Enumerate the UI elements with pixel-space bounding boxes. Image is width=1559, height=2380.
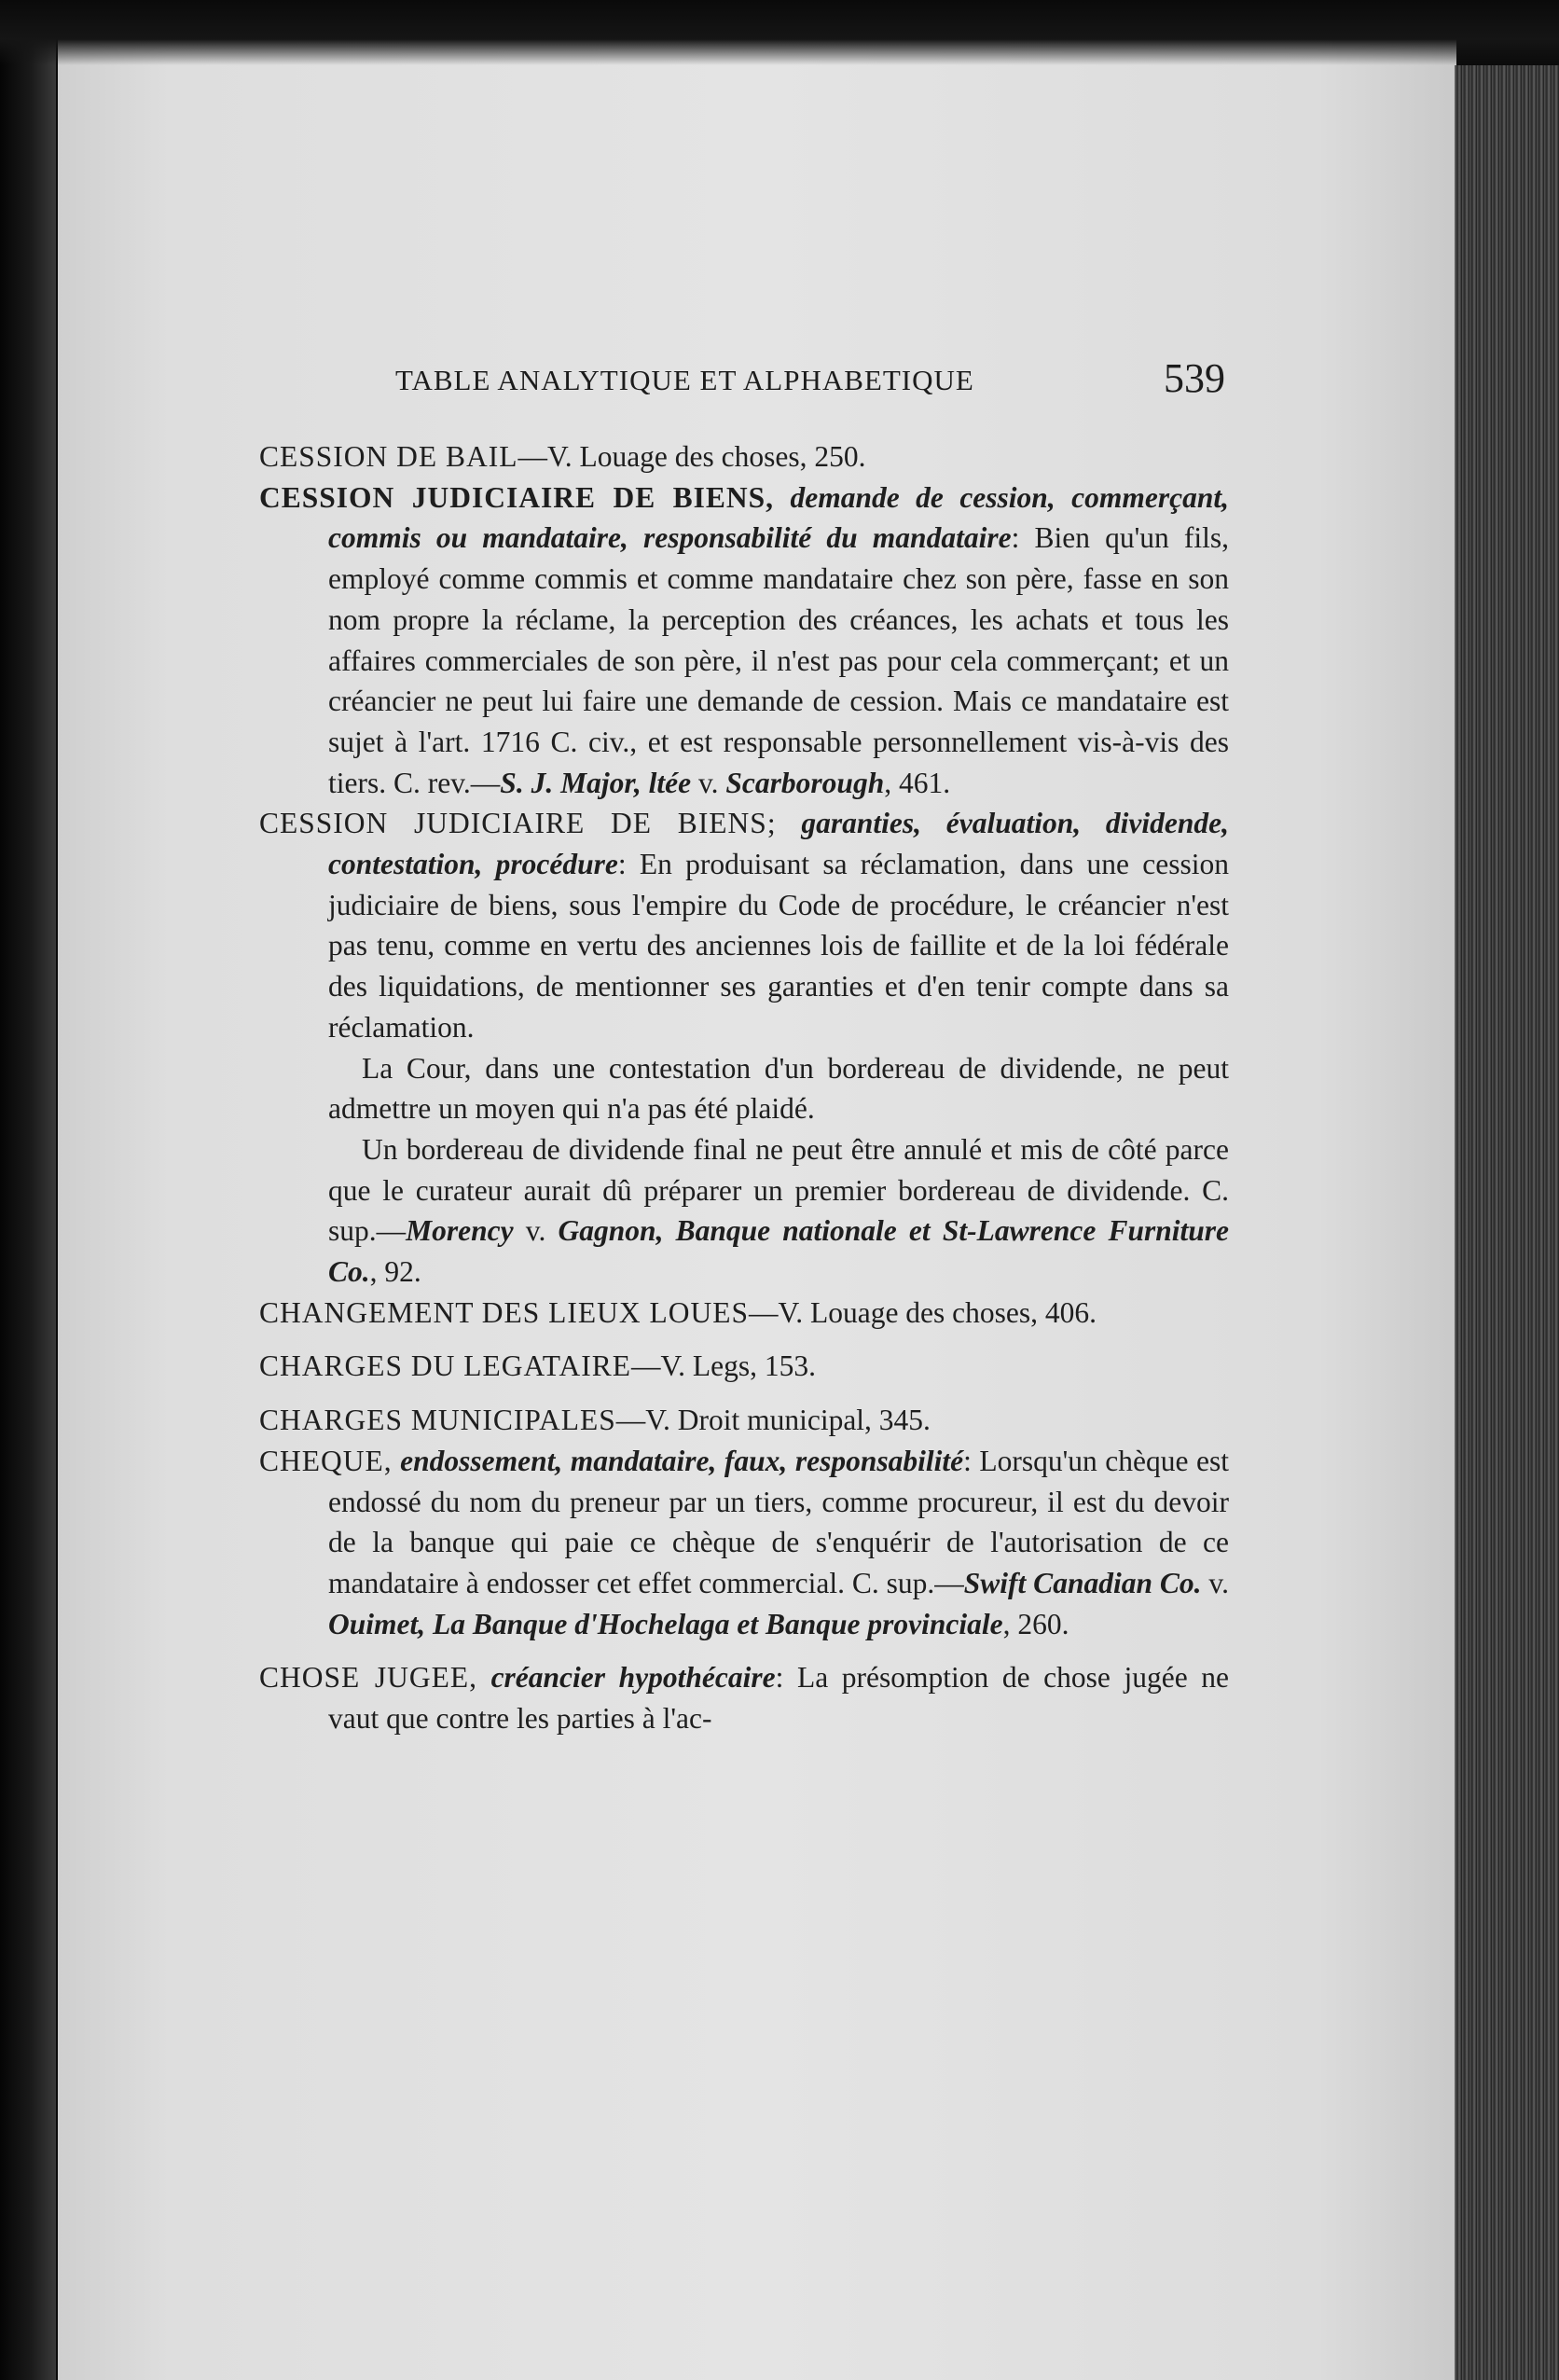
entry-body: Lorsqu'un chèque est endossé du nom du preneur par un tiers, comme procureur, il est du devoir de la banque qui paie ce chèque de s'enquérir de l'autorisation de ce mandataire à endosser cet effet commercial. C. sup.— (328, 1444, 1229, 1599)
case-versus: v. (525, 1214, 546, 1248)
case-party: Scarborough (725, 766, 885, 799)
case-party: S. J. Major, ltée (500, 766, 692, 799)
entry-text: —V. Droit municipal, 345. (615, 1404, 931, 1437)
entry-paragraph-text: Un bordereau de dividende final ne peut être annulé et mis de côté parce que le curateur aurait dû préparer un premier bordereau de dividende. C. sup.— (328, 1132, 1229, 1248)
entry-keywords: demande de cession, commerçant, commis ou mandataire, responsabilité du mandataire (328, 480, 1229, 555)
entry-heading: CESSION DE BAIL (259, 440, 518, 473)
entry-text: —V. Louage des choses, 250. (517, 440, 866, 473)
entry-heading: CHEQUE, (259, 1444, 393, 1477)
entry-keywords: créancier hypothécaire (490, 1661, 776, 1695)
index-entry-cession-judiciaire-1 (259, 477, 1229, 804)
entry-paragraph: La Cour, dans une contestation d'un bordereau de dividende, ne peut admettre un moyen qui n'a pas été plaidé. (328, 1051, 1229, 1126)
entry-body: La présomption de chose jugée ne vaut que contre les parties à l'ac- (328, 1661, 1230, 1736)
page-header (395, 354, 1225, 420)
entry-heading: CESSION JUDICIAIRE DE BIENS, (259, 480, 775, 514)
case-party: Swift Canadian Co. (963, 1566, 1202, 1599)
index-entry-charges-du-legataire (259, 1346, 1229, 1387)
entry-heading: CESSION JUDICIAIRE DE BIENS; (259, 807, 777, 840)
entry-heading: CHANGEMENT DES LIEUX LOUES (259, 1295, 750, 1329)
entry-colon: : (775, 1661, 784, 1695)
entry-heading: CHARGES MUNICIPALES (259, 1404, 616, 1437)
index-entry-cheque (259, 1441, 1229, 1645)
entry-keywords: endossement, mandataire, faux, responsabilité (400, 1444, 964, 1477)
case-versus: v. (697, 766, 719, 799)
case-reference: , 260. (1002, 1607, 1069, 1640)
book-gutter-shadow (0, 0, 56, 2380)
index-entry-cession-judiciaire-2 (259, 803, 1229, 1047)
entry-colon: : (617, 848, 627, 881)
entry-paragraph (259, 1129, 1229, 1293)
entry-heading: CHARGES DU LEGATAIRE (259, 1349, 631, 1383)
case-party: Ouimet, La Banque d'Hochelaga et Banque provinciale (328, 1607, 1003, 1640)
entry-text: —V. Louage des choses, 406. (749, 1295, 1097, 1329)
entry-heading: CHOSE JUGEE, (259, 1661, 477, 1695)
stacked-page-edges (1455, 65, 1559, 2380)
case-party: Gagnon, Banque nationale et St-Lawrence Furniture Co. (328, 1214, 1230, 1289)
case-reference: , 461. (884, 766, 951, 799)
index-entry-cession-de-bail (259, 436, 1229, 477)
entry-body: Bien qu'un fils, employé comme commis et comme mandataire chez son père, fasse en son nom propre la réclame, la perception des créances, les achats et tous les affaires commerciales de son père, il n'est pas pour cela commerçant; et un créancier ne peut lui faire une demande de cession. Mais ce mandataire est sujet à l'art. 1716 C. civ., et est responsable personnellement vis-à-vis des tiers. C. rev.— (328, 521, 1230, 799)
entry-colon: : (1011, 521, 1020, 555)
index-entry-chose-jugee (259, 1657, 1229, 1738)
entry-text: —V. Legs, 153. (630, 1349, 817, 1383)
running-title: TABLE ANALYTIQUE ET ALPHABETIQUE (395, 364, 974, 396)
case-versus: v. (1208, 1566, 1229, 1599)
case-reference: , 92. (369, 1255, 421, 1289)
index-entry-charges-municipales (259, 1400, 1229, 1441)
top-scan-shadow (0, 0, 1559, 65)
entry-colon: : (963, 1444, 972, 1477)
case-party: Morency (406, 1214, 514, 1248)
index-text (259, 436, 1229, 1739)
entry-body: En produisant sa réclamation, dans une cession judiciaire de biens, sous l'empire du Code de procédure, le créancier n'est pas tenu, comme en vertu des anciennes lois de faillite et de la loi fédérale des liquidations, de mentionner ses garanties et d'en tenir compte dans sa réclamation. (328, 848, 1230, 1044)
page-number: 539 (1164, 355, 1225, 401)
index-entry-changement-des-lieux (259, 1293, 1229, 1334)
entry-keywords: garanties, évaluation, dividende, contestation, procédure (328, 807, 1230, 881)
